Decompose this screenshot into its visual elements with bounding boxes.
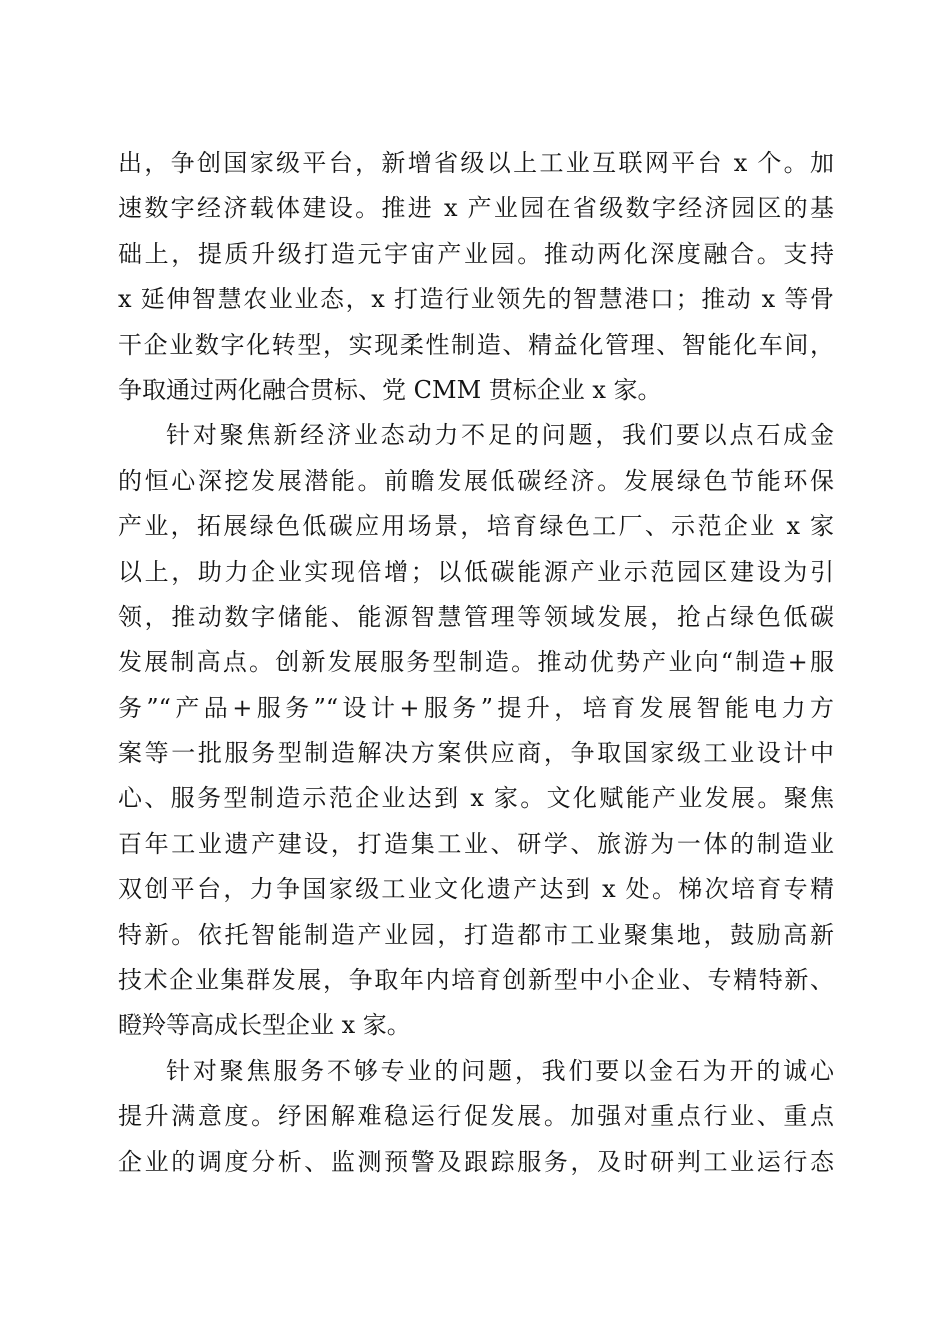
text-line: 务”“产品+服务”“设计+服务”提升，培育发展智能电力方 — [118, 693, 834, 722]
text-line: 产业，拓展绿色低碳应用场景，培育绿色工厂、示范企业 x 家 — [118, 512, 834, 541]
text-line: 础上，提质升级打造元宇宙产业园。推动两化深度融合。支持 — [118, 239, 834, 268]
text-line: 心、服务型制造示范企业达到 x 家。文化赋能产业发展。聚焦 — [118, 784, 834, 813]
text-line: 企业的调度分析、监测预警及跟踪服务，及时研判工业运行态 — [118, 1147, 834, 1176]
paragraph-2 — [118, 413, 834, 1048]
text-line: 针对聚焦新经济业态动力不足的问题，我们要以点石成金 — [166, 421, 834, 450]
text-line: 百年工业遗产建设，打造集工业、研学、旅游为一体的制造业 — [118, 829, 834, 858]
text-line: 争取通过两化融合贯标、党 CMM 贯标企业 x 家。 — [118, 375, 662, 404]
text-line: x 延伸智慧农业业态，x 打造行业领先的智慧港口；推动 x 等骨 — [118, 285, 834, 314]
text-line: 提升满意度。纾困解难稳运行促发展。加强对重点行业、重点 — [118, 1102, 834, 1131]
text-line: 出，争创国家级平台，新增省级以上工业互联网平台 x 个。加 — [118, 149, 834, 177]
text-line: 技术企业集群发展，争取年内培育创新型中小企业、专精特新、 — [118, 966, 834, 995]
text-line: 针对聚焦服务不够专业的问题，我们要以金石为开的诚心 — [166, 1056, 834, 1085]
text-line: 速数字经济载体建设。推进 x 产业园在省级数字经济园区的基 — [118, 194, 834, 223]
document-body — [118, 141, 834, 1185]
text-line: 领，推动数字储能、能源智慧管理等领域发展，抢占绿色低碳 — [118, 602, 834, 631]
paragraph-1 — [118, 141, 834, 413]
text-line: 案等一批服务型制造解决方案供应商，争取国家级工业设计中 — [118, 739, 834, 768]
text-line: 以上，助力企业实现倍增；以低碳能源产业示范园区建设为引 — [118, 557, 834, 586]
text-line: 双创平台，力争国家级工业文化遗产达到 x 处。梯次培育专精 — [118, 875, 834, 904]
text-line: 发展制高点。创新发展服务型制造。推动优势产业向“制造+服 — [118, 648, 834, 677]
paragraph-3 — [118, 1049, 834, 1185]
text-line: 瞪羚等高成长型企业 x 家。 — [118, 1011, 411, 1040]
text-line: 干企业数字化转型，实现柔性制造、精益化管理、智能化车间， — [118, 330, 834, 359]
text-line: 特新。依托智能制造产业园，打造都市工业聚集地，鼓励高新 — [118, 920, 834, 949]
text-line: 的恒心深挖发展潜能。前瞻发展低碳经济。发展绿色节能环保 — [118, 466, 834, 495]
